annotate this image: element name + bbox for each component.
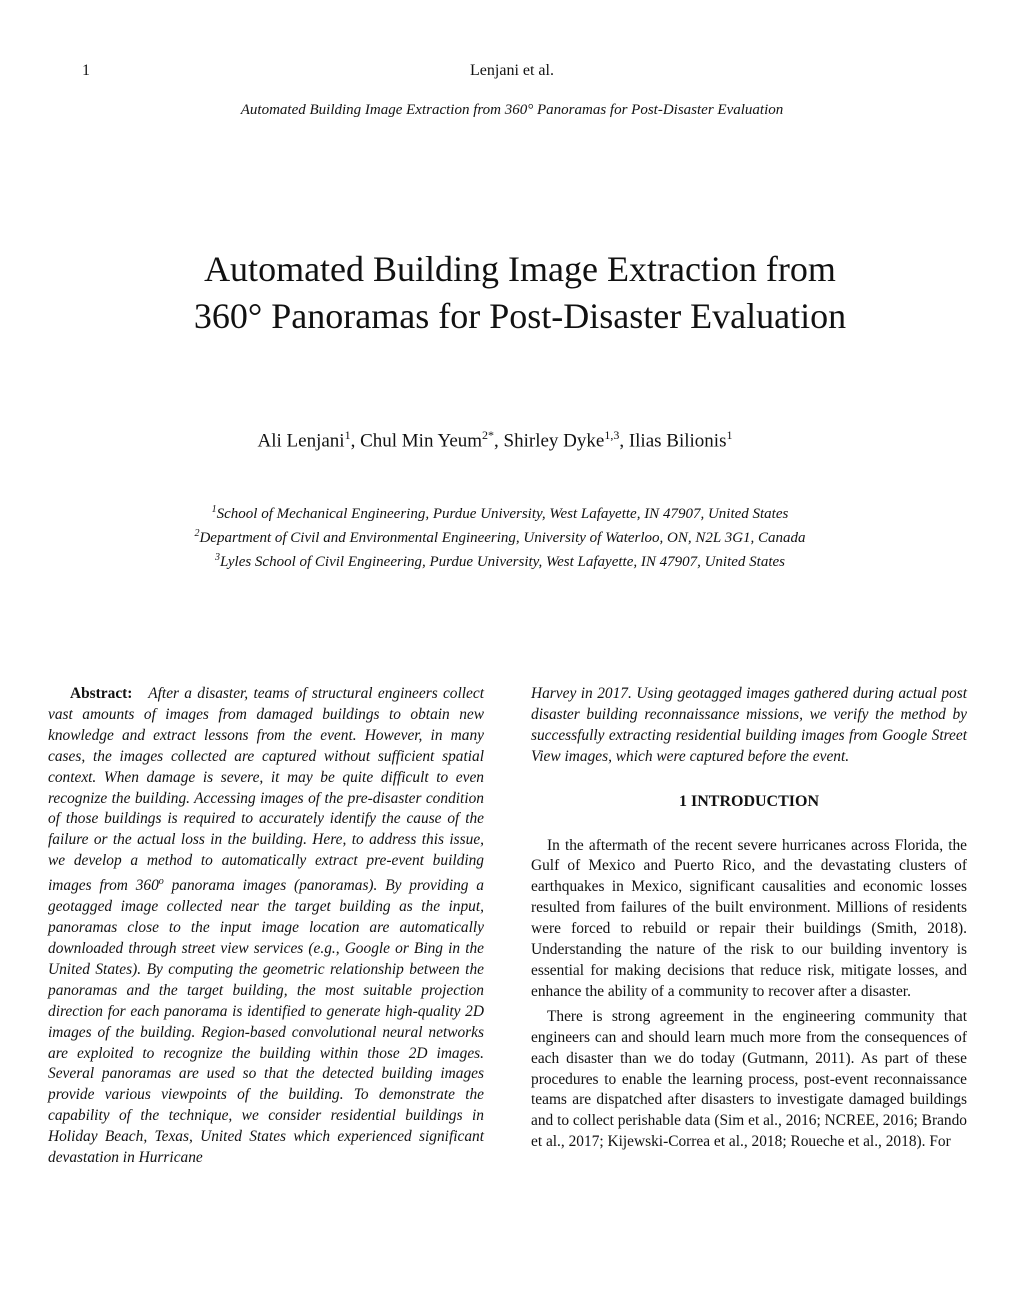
affiliation-mark: 2 xyxy=(194,528,200,539)
author-list: Ali Lenjani$^1$, Chul Min Yeum$^{2*}$, Shirley Dyke$^{1,3}$, Ilias Bilionis$^1$ xyxy=(257,428,733,452)
page-number: 1 xyxy=(82,62,90,79)
author-name: Ilias Bilionis xyxy=(628,430,727,452)
intro-paragraph: In the aftermath of the recent severe hurricanes across Florida, the Gulf of Mexico and Puerto Rico, and the devastating clusters of earthquakes in Mexico, significant causalities and economic losses resulted from failures of the built environment. Millions of residents were forced to rebuild or repair their buildings (Smith, 2018). Understanding the nature of the risk to our building inventory is essential for making decisions that reduce risk, mitigate losses, and enhance the ability of a community to recover after a disaster. xyxy=(531,836,967,1000)
abstract-continuation: Harvey in 2017. Using geotagged images gathered during actual post disaster building reconnaissance missions, we verify the method by successfully extracting residential building images from Google Street View images, which were captured before the event. xyxy=(531,685,967,765)
author-name: Chul Min Yeum xyxy=(360,430,483,452)
author-name: Ali Lenjani xyxy=(257,430,345,452)
abstract-text-part-2: panorama images (panoramas). By providing a geotagged image collected near the target building as the input, panoramas close to the input image location are automatically downloaded through street view services (e.g., Google or Bing in the United States). By computing the geometric relationship between the panoramas and the target building, the most suitable projection direction for each panorama is identified to generate high-quality 2D images of the building. Region-based convolutional neural networks are exploited to recognize the building within those 2D images. Several panoramas are used so that the detected building images provide various viewpoints of the building. To demonstrate the capability of the technique, we consider residential buildings in Holiday Beach, Texas, United States which experienced significant devastation in Hurricane xyxy=(48,877,484,1167)
section-heading-introduction: 1 INTRODUCTION xyxy=(678,792,819,810)
affiliation xyxy=(0,548,1000,572)
paper-title-line-1: Automated Building Image Extraction from xyxy=(204,249,836,289)
left-column xyxy=(48,684,484,1169)
affiliation-text: School of Mechanical Engineering, Purdue University, West Lafayette, IN 47907, United States xyxy=(216,506,789,522)
paper-title-line-2: 360° Panoramas for Post-Disaster Evaluation xyxy=(193,296,847,336)
paper-title xyxy=(0,246,1024,340)
abstract-label: Abstract: xyxy=(70,685,133,702)
abstract-degree-mark: o xyxy=(158,876,164,888)
running-header-title: Automated Building Image Extraction from 360° Panoramas for Post-Disaster Evaluation xyxy=(240,102,784,118)
author-affiliation-mark: 1 xyxy=(726,428,733,442)
abstract-text-part-1: After a disaster, teams of structural engineers collect vast amounts of images from damaged buildings to obtain new knowledge and extract lessons from the event. However, in many cases, the images collected are captured without sufficient spatial context. When damage is severe, it may be quite difficult to even recognize the building. Accessing images of the pre-disaster condition of those buildings is required to accurately identify the cause of the failure or the actual loss in the building. Here, to address this issue, we develop a method to automatically extract pre-event building images from 360 xyxy=(48,685,484,895)
intro-paragraph: There is strong agreement in the engineering community that engineers can and should learn much more from the consequences of each disaster than we do today (Gutmann, 2011). As part of these procedures to enable the learning process, post-event reconnaissance teams are dispatched after disasters to investigate damaged buildings and to collect perishable data (Sim et al., 2016; NCREE, 2016; Brando et al., 2017; Kijewski-Correa et al., 2018; Roueche et al., 2018). For xyxy=(531,1007,967,1151)
author-affiliation-mark: 1,3 xyxy=(604,428,620,442)
affiliation-mark: 1 xyxy=(211,504,217,515)
abstract xyxy=(48,684,484,1169)
author-affiliation-mark: 2* xyxy=(482,428,495,442)
affiliation-text: Lyles School of Civil Engineering, Purdue University, West Lafayette, IN 47907, United States xyxy=(219,554,786,570)
affiliation xyxy=(0,500,1000,524)
affiliation xyxy=(0,524,1000,548)
right-column xyxy=(531,684,967,1157)
author-name: Shirley Dyke xyxy=(503,430,605,452)
affiliation-mark: 3 xyxy=(214,552,220,563)
author-affiliation-mark: 1 xyxy=(344,428,351,442)
affiliation-list xyxy=(0,500,1000,572)
affiliation-text: Department of Civil and Environmental Engineering, University of Waterloo, ON, N2L 3G1, Canada xyxy=(199,530,806,546)
running-header-author: Lenjani et al. xyxy=(470,62,554,79)
